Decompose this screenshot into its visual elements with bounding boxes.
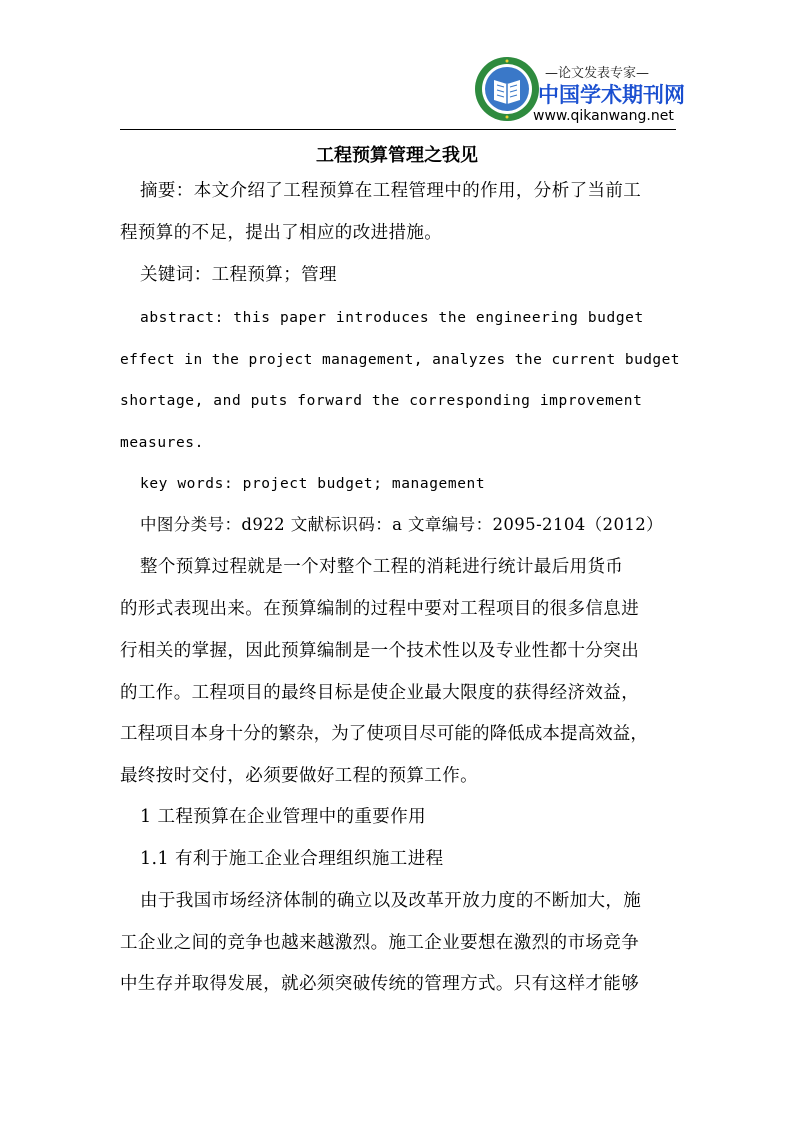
- section-body-line: 工企业之间的竞争也越来越激烈。施工企业要想在激烈的市场竞争: [120, 933, 640, 953]
- section-heading: 1 工程预算在企业管理中的重要作用: [140, 807, 426, 827]
- subsection-heading: 1.1 有利于施工企业合理组织施工进程: [140, 849, 444, 869]
- keywords-cn: 关键词：工程预算；管理: [140, 265, 337, 285]
- header-divider: [120, 129, 676, 130]
- abstract-en-line: measures.: [120, 435, 204, 451]
- journal-header: [120, 52, 685, 130]
- abstract-cn-line: 程预算的不足，提出了相应的改进措施。: [120, 223, 443, 243]
- intro-line: 行相关的掌握，因此预算编制是一个技术性以及专业性都十分突出: [120, 641, 640, 661]
- abstract-en-line: shortage, and puts forward the corresponding improvement: [120, 393, 643, 409]
- intro-line: 的工作。工程项目的最终目标是使企业最大限度的获得经济效益，: [120, 683, 640, 703]
- intro-line: 整个预算过程就是一个对整个工程的消耗进行统计最后用货币: [140, 557, 624, 577]
- header-site-url: www.qikanwang.net: [533, 108, 674, 124]
- paper-title: 工程预算管理之我见: [316, 145, 478, 166]
- journal-logo-icon: [474, 56, 540, 122]
- intro-line: 工程项目本身十分的繁杂，为了使项目尽可能的降低成本提高效益，: [120, 724, 648, 744]
- abstract-en-line: abstract: this paper introduces the engineering budget: [140, 310, 644, 326]
- abstract-cn-line: 摘要：本文介绍了工程预算在工程管理中的作用，分析了当前工: [140, 181, 642, 201]
- header-slogan: —论文发表专家—: [545, 66, 650, 81]
- keywords-en: key words: project budget; management: [140, 476, 486, 492]
- section-body-line: 由于我国市场经济体制的确立以及改革开放力度的不断加大，施: [140, 891, 642, 911]
- classification-line: 中图分类号：d922 文献标识码：a 文章编号：2095-2104（2012）: [140, 515, 664, 534]
- abstract-en-line: effect in the project management, analyzes the current budget: [120, 352, 680, 368]
- section-body-line: 中生存并取得发展，就必须突破传统的管理方式。只有这样才能够: [120, 974, 640, 994]
- header-site-name: 中国学术期刊网: [538, 83, 685, 107]
- intro-line: 最终按时交付，必须要做好工程的预算工作。: [120, 766, 478, 786]
- intro-line: 的形式表现出来。在预算编制的过程中要对工程项目的很多信息进: [120, 599, 640, 619]
